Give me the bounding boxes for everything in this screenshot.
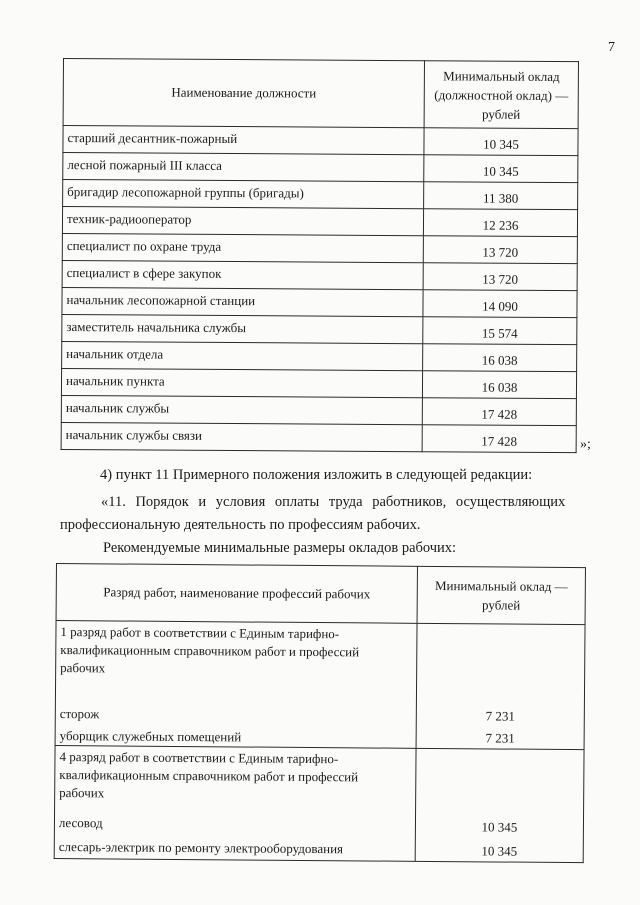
section-11-title-cont: профессиональную деятельность по профессиям рабочих.	[60, 517, 421, 533]
salary-cell: 17 428	[422, 425, 576, 453]
positions-salary-table	[61, 58, 579, 453]
position-cell: старший десантник-пожарный	[63, 126, 424, 155]
table-row	[63, 180, 578, 210]
table-row	[62, 233, 577, 263]
position-cell: заместитель начальника службы	[62, 314, 423, 343]
salary-cell: 10 345	[424, 155, 578, 183]
table-row	[55, 621, 585, 750]
profession-group-cell	[54, 745, 416, 861]
table-header-row	[63, 59, 578, 129]
salary-group-cell	[416, 623, 585, 749]
header-salary: Минимальный оклад (должностной оклад) — рублей	[424, 61, 578, 129]
position-cell: начальник службы связи	[61, 422, 422, 451]
quote-closing: »;	[580, 437, 591, 452]
table-row	[62, 260, 577, 290]
profession-name: лесовод	[58, 815, 103, 831]
position-cell: бригадир лесопожарной группы (бригады)	[63, 180, 424, 209]
position-cell: лесной пожарный III класса	[63, 153, 424, 182]
table-row	[62, 207, 577, 237]
group-heading-line: квалификационным справочником работ и профессий	[59, 767, 359, 785]
group-heading-line: рабочих	[60, 660, 106, 676]
table-row	[61, 422, 576, 452]
workers-salary-table	[54, 563, 586, 863]
position-cell: специалист по охране труда	[62, 233, 423, 262]
position-cell: начальник лесопожарной станции	[62, 287, 423, 316]
salary-cell: 15 574	[423, 317, 577, 345]
position-cell: начальник отдела	[62, 341, 423, 370]
page-number: 7	[608, 40, 615, 55]
table-row	[54, 745, 584, 862]
header-position: Наименование должности	[63, 59, 424, 128]
salary-group-cell	[415, 748, 584, 862]
salary-value: 7 231	[485, 708, 515, 724]
header-profession: Разряд работ, наименование профессий рабочих	[56, 564, 417, 624]
salary-cell: 16 038	[423, 344, 577, 372]
group-heading-line: рабочих	[59, 785, 105, 801]
salary-cell: 16 038	[422, 371, 576, 399]
position-cell: техник-радиооператор	[62, 207, 423, 236]
salary-cell: 13 720	[423, 236, 577, 264]
salary-cell: 14 090	[423, 290, 577, 318]
profession-name: слесарь-электрик по ремонту электрооборудования	[58, 839, 344, 857]
table-row	[62, 341, 577, 371]
position-cell: начальник службы	[61, 395, 422, 424]
profession-group-cell	[55, 621, 417, 749]
profession-name: уборщик служебных помещений	[59, 728, 242, 745]
group-heading-line: 4 разряд работ в соответствии с Единым тарифно-	[59, 749, 339, 767]
position-cell: специалист в сфере закупок	[62, 260, 423, 289]
salary-cell: 13 720	[423, 263, 577, 291]
table-row	[63, 153, 578, 183]
salary-cell: 12 236	[423, 209, 577, 237]
salary-value: 10 345	[481, 819, 518, 835]
table-row	[61, 368, 576, 398]
table-row	[62, 314, 577, 344]
salary-cell: 11 380	[424, 182, 578, 210]
salary-cell: 10 345	[424, 128, 578, 156]
recommended-salaries-intro: Рекомендуемые минимальные размеры окладов рабочих:	[103, 540, 457, 556]
table-row	[62, 287, 577, 317]
salary-value: 7 231	[485, 730, 515, 746]
table-header-row	[56, 564, 585, 625]
table-row	[63, 126, 578, 156]
salary-cell: 17 428	[422, 398, 576, 426]
position-cell: начальник пункта	[61, 368, 422, 397]
section-11-title: «11. Порядок и условия оплаты труда работников, осуществляющих	[101, 494, 566, 510]
group-heading-line: 1 разряд работ в соответствии с Единым тарифно-	[60, 624, 340, 642]
amendment-paragraph: 4) пункт 11 Примерного положения изложить в следующей редакции:	[100, 467, 533, 483]
salary-value: 10 345	[481, 843, 518, 859]
table-row	[61, 395, 576, 425]
header-salary: Минимальный оклад — рублей	[417, 566, 585, 624]
profession-name: сторож	[59, 706, 100, 722]
group-heading-line: квалификационным справочником работ и профессий	[60, 642, 360, 660]
